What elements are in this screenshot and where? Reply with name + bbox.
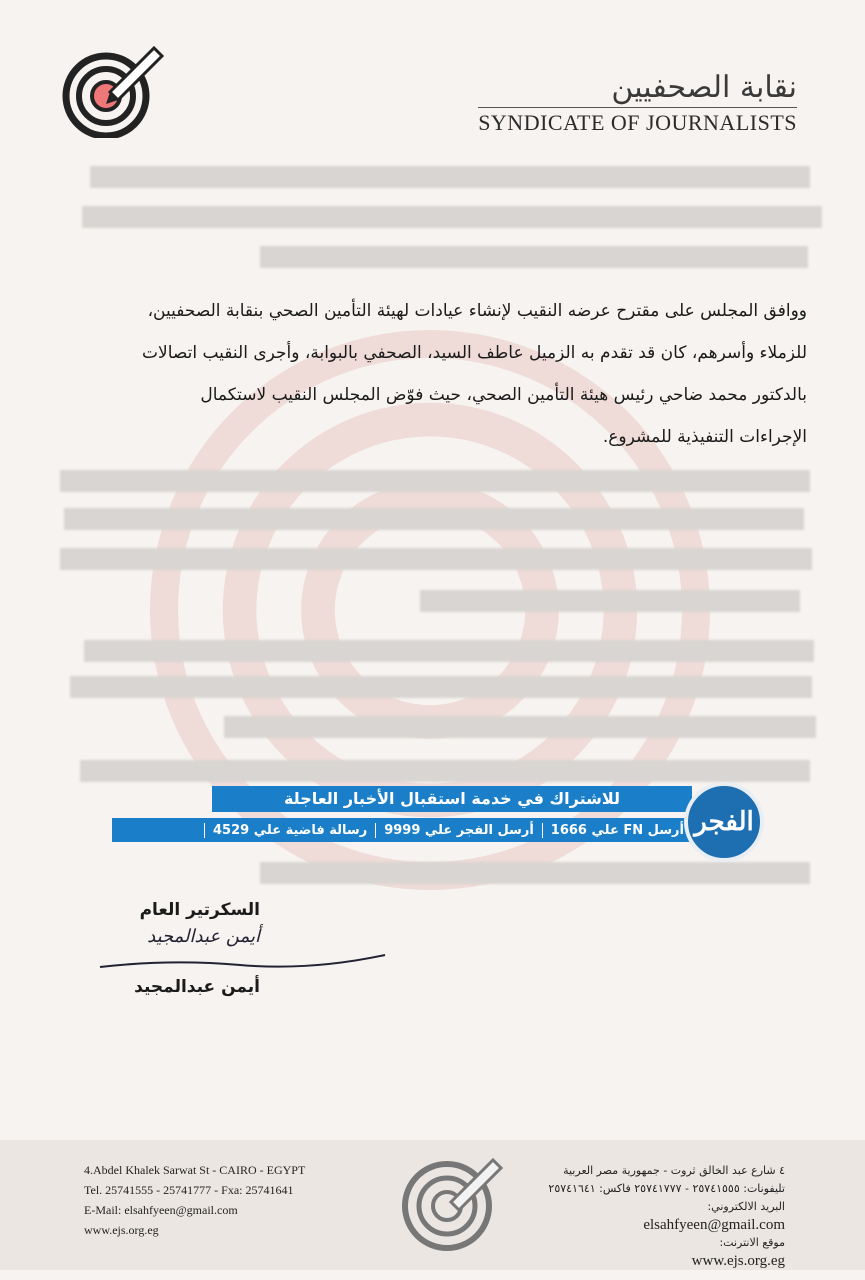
handwritten-signature: أيمن عبدالمجيد: [147, 926, 260, 947]
footer-address-en: 4.Abdel Khalek Sarwat St - CAIRO - EGYPT: [84, 1163, 306, 1177]
banner-option-etisalat: أرسل FN علي 1666: [542, 823, 692, 838]
footer-email-ar: elsahfyeen@gmail.com: [643, 1217, 785, 1233]
footer-tel-ar: تليفونات: ٢٥٧٤١٥٥٥ - ٢٥٧٤١٧٧٧ فاكس: ٢٥٧٤١٦٤١: [548, 1182, 785, 1195]
footer-web-ar: www.ejs.org.eg: [691, 1253, 785, 1269]
footer-email-label-ar: البريد الالكتروني:: [707, 1200, 785, 1213]
signatory-role: السكرتير العام: [139, 900, 260, 920]
letterhead-footer: [0, 1140, 865, 1270]
footer-email-en: E-Mail: elsahfyeen@gmail.com: [84, 1203, 238, 1217]
redacted-line: [84, 640, 814, 662]
redacted-line: [90, 166, 810, 188]
paragraph-line: ووافق المجلس على مقترح عرضه النقيب لإنشاء عيادات لهيئة التأمين الصحي بنقابة الصحفيين،: [147, 301, 807, 321]
paragraph-line: الإجراءات التنفيذية للمشروع.: [602, 427, 807, 447]
banner-title: للاشتراك في خدمة استقبال الأخبار العاجلة: [212, 786, 692, 812]
redacted-line: [60, 548, 812, 570]
banner-option-orange: رسالة فاضية علي 4529: [204, 823, 375, 838]
footer-tel-en: Tel. 25741555 - 25741777 - Fxa: 25741641: [84, 1183, 294, 1197]
syndicate-logo: [58, 38, 168, 142]
banner-option-vodafone: أرسل الفجر علي 9999: [375, 823, 542, 838]
redacted-line: [70, 676, 812, 698]
syndicate-name-en: SYNDICATE OF JOURNALISTS: [478, 107, 797, 136]
subscription-banner[interactable]: [112, 786, 692, 846]
syndicate-header: [478, 70, 797, 136]
footer-address-ar: ٤ شارع عبد الخالق ثروت - جمهورية مصر العربية: [563, 1164, 785, 1177]
redacted-line: [224, 716, 816, 738]
paragraph-line: بالدكتور محمد ضاحي رئيس هيئة التأمين الصحي، حيث فوّض المجلس النقيب لاستكمال: [200, 385, 807, 405]
redacted-line: [60, 470, 810, 492]
paragraph-line: للزملاء وأسرهم، كان قد تقدم به الزميل عاطف السيد، الصحفي بالبوابة، وأجرى النقيب اتصالات: [142, 343, 807, 363]
elfagr-badge[interactable]: الفجر: [684, 782, 764, 862]
redacted-line: [260, 862, 810, 884]
redacted-line: [420, 590, 800, 612]
footer-logo: [395, 1146, 505, 1256]
footer-contact-ar: [548, 1162, 785, 1270]
body-paragraph: [47, 290, 807, 458]
footer-contact-en: [84, 1160, 305, 1240]
redacted-line: [80, 760, 810, 782]
footer-web-label-ar: موقع الانترنت:: [719, 1236, 785, 1249]
syndicate-name-ar: نقابة الصحفيين: [611, 70, 797, 105]
signatory-name: أيمن عبدالمجيد: [134, 977, 260, 997]
redacted-line: [64, 508, 804, 530]
footer-web-en: www.ejs.org.eg: [84, 1223, 159, 1237]
redacted-line: [260, 246, 808, 268]
banner-options: [112, 818, 692, 842]
signature-block: [120, 900, 260, 997]
signature-stroke: [90, 947, 390, 977]
redacted-line: [82, 206, 822, 228]
